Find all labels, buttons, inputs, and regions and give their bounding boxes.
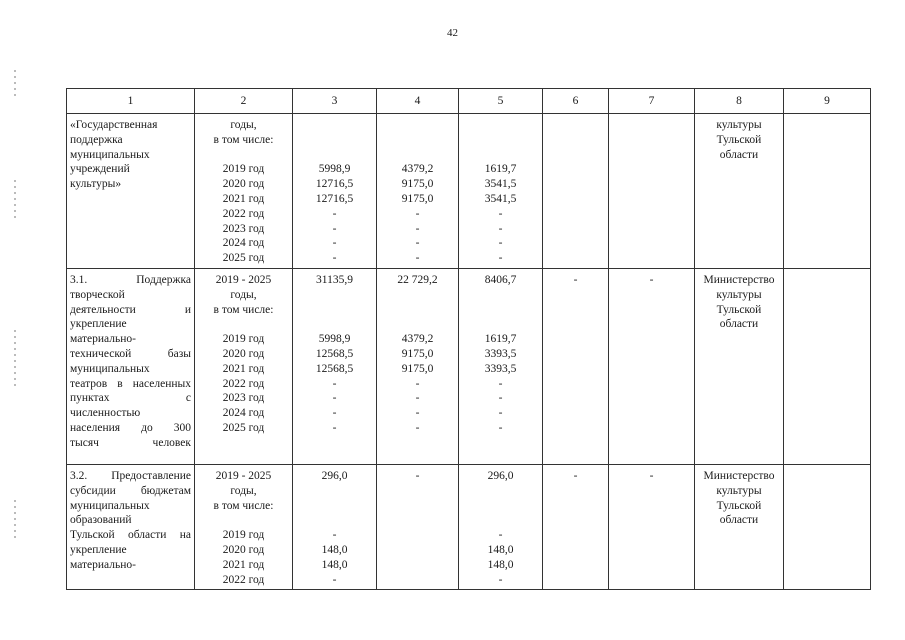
federal-budget-cell-line: 3393,5: [484, 362, 517, 375]
header-cell-7: 7: [609, 89, 695, 114]
header-cell-5: 5: [459, 89, 543, 114]
federal-budget-cell-line: 296,0: [487, 469, 514, 482]
regional-budget-cell-line: [380, 573, 455, 588]
total-cell-line: 148,0: [321, 558, 348, 571]
period-cell-line: в том числе:: [213, 499, 274, 512]
total-cell-line: -: [332, 407, 337, 420]
activity-name-line: муниципальных: [70, 499, 150, 512]
activity-name-line: укрепление: [70, 543, 127, 556]
regional-budget-cell-line: [380, 528, 455, 543]
margin-mark: [14, 500, 16, 540]
activity-name: [67, 268, 195, 464]
period-cell-line: годы,: [230, 119, 257, 131]
responsible-executor-cell-line: культуры: [716, 484, 762, 497]
responsible-executor-cell-line: культуры: [716, 119, 762, 131]
activity-name-line: материально-: [70, 558, 136, 571]
period-cell-line: [198, 317, 289, 332]
regional-budget-cell-line: [380, 543, 455, 558]
federal-budget-cell-line: -: [498, 421, 503, 434]
period-cell: [195, 114, 293, 269]
total-cell-line: -: [332, 207, 337, 220]
table-row: [67, 464, 871, 589]
regional-budget-cell-line: 9175,0: [401, 192, 434, 205]
header-cell-3: 3: [293, 89, 377, 114]
total-cell-line: 12716,5: [315, 178, 354, 191]
total-cell-line: 31135,9: [316, 273, 353, 286]
responsible-executor-cell-line: Тульской: [716, 303, 762, 316]
federal-budget-cell: [459, 464, 543, 589]
total-cell-line: -: [332, 222, 337, 235]
header-cell-6: 6: [543, 89, 609, 114]
responsible-executor-cell: [695, 464, 784, 589]
regional-budget-cell-line: -: [415, 407, 420, 420]
total-cell-line: 296,0: [321, 469, 348, 482]
federal-budget-cell-line: 1619,7: [484, 333, 517, 346]
regional-budget-cell-line: [380, 133, 455, 148]
total-cell: [293, 114, 377, 269]
federal-budget-cell: [459, 268, 543, 464]
period-cell-line: 2019 год: [222, 163, 265, 176]
period-cell-line: 2019 год: [222, 333, 265, 346]
federal-budget-cell-line: [462, 133, 539, 148]
regional-budget-cell: [377, 268, 459, 464]
period-cell-line: 2021 год: [222, 362, 265, 375]
activity-name: [67, 114, 195, 269]
federal-budget-cell-line: [462, 118, 539, 133]
total-cell-line: [296, 484, 373, 499]
col6-cell: -: [543, 464, 609, 589]
federal-budget-cell-line: 3541,5: [484, 178, 517, 191]
regional-budget-cell-line: -: [415, 222, 420, 235]
regional-budget-cell-line: -: [415, 421, 420, 434]
total-cell-line: [296, 303, 373, 318]
total-cell-line: -: [332, 421, 337, 434]
regional-budget-cell-line: -: [415, 207, 420, 220]
table-header-row: [67, 89, 871, 114]
activity-name-line: технической базы: [70, 347, 191, 360]
header-cell-4: 4: [377, 89, 459, 114]
period-cell-line: [198, 148, 289, 163]
federal-budget-cell-line: -: [498, 407, 503, 420]
total-cell-line: [296, 288, 373, 303]
activity-name: [67, 464, 195, 589]
responsible-executor-cell-line: Министерство: [703, 273, 775, 286]
activity-name-line: укрепление: [70, 318, 127, 331]
activity-name-line: деятельности и: [70, 303, 191, 316]
activity-name-line: 3.2. Предоставление: [70, 469, 191, 482]
federal-budget-cell-line: -: [498, 573, 503, 586]
period-cell-line: в том числе:: [213, 303, 274, 316]
regional-budget-cell-line: 4379,2: [401, 163, 434, 176]
total-cell-line: -: [332, 392, 337, 405]
federal-budget-cell-line: [462, 317, 539, 332]
col9-cell: [784, 464, 871, 589]
total-cell-line: -: [332, 252, 337, 265]
activity-name-line: «Государственная: [70, 119, 158, 131]
header-cell-1: 1: [67, 89, 195, 114]
regional-budget-cell-line: -: [415, 252, 420, 265]
activity-name-line: пунктах с: [70, 392, 191, 405]
activity-name-line: образований: [70, 514, 132, 527]
federal-budget-cell-line: -: [498, 529, 503, 542]
period-cell-line: 2025 год: [222, 252, 265, 265]
total-cell-line: 5998,9: [318, 163, 351, 176]
period-cell-line: 2021 год: [222, 558, 265, 571]
period-cell: [195, 464, 293, 589]
federal-budget-cell-line: 148,0: [487, 558, 514, 571]
federal-budget-cell-line: 8406,7: [484, 273, 517, 286]
regional-budget-cell-line: -: [415, 469, 420, 482]
header-cell-2: 2: [195, 89, 293, 114]
activity-name-line: муниципальных: [70, 362, 150, 375]
period-cell-line: 2022 год: [222, 207, 265, 220]
total-cell-line: 12568,5: [315, 362, 354, 375]
period-cell-line: 2025 год: [222, 421, 265, 434]
federal-budget-cell-line: -: [498, 237, 503, 250]
program-table: [66, 88, 871, 590]
regional-budget-cell-line: [380, 288, 455, 303]
federal-budget-cell-line: [462, 303, 539, 318]
regional-budget-cell-line: -: [415, 377, 420, 390]
total-cell-line: [296, 148, 373, 163]
responsible-executor-cell-line: области: [719, 514, 759, 527]
period-cell-line: 2023 год: [222, 222, 265, 235]
period-cell-line: годы,: [230, 288, 257, 301]
total-cell-line: [296, 118, 373, 133]
period-cell-line: 2023 год: [222, 392, 265, 405]
activity-name-line: 3.1. Поддержка: [70, 273, 191, 286]
regional-budget-cell-line: 9175,0: [401, 347, 434, 360]
activity-name-line: муниципальных: [70, 148, 150, 161]
total-cell: [293, 268, 377, 464]
total-cell-line: [296, 499, 373, 514]
regional-budget-cell-line: 9175,0: [401, 178, 434, 191]
period-cell: [195, 268, 293, 464]
activity-name-line: поддержка: [70, 133, 123, 146]
total-cell-line: -: [332, 529, 337, 542]
period-cell-line: [198, 513, 289, 528]
regional-budget-cell-line: [380, 484, 455, 499]
period-cell-line: 2024 год: [222, 237, 265, 250]
activity-name-line: творческой: [70, 288, 125, 301]
total-cell-line: [296, 513, 373, 528]
regional-budget-cell: [377, 114, 459, 269]
regional-budget-cell-line: [380, 118, 455, 133]
regional-budget-cell: [377, 464, 459, 589]
responsible-executor-cell-line: Министерство: [703, 469, 775, 482]
regional-budget-cell-line: [380, 148, 455, 163]
total-cell-line: [296, 317, 373, 332]
responsible-executor-cell-line: Тульской: [716, 133, 762, 146]
responsible-executor-cell-line: области: [719, 148, 759, 161]
total-cell: [293, 464, 377, 589]
federal-budget-cell-line: 3393,5: [484, 347, 517, 360]
period-cell-line: 2020 год: [222, 347, 265, 360]
responsible-executor-cell: [695, 114, 784, 269]
total-cell-line: -: [332, 237, 337, 250]
period-cell-line: 2019 год: [222, 529, 265, 542]
col9-cell: [784, 268, 871, 464]
col7-cell: -: [609, 268, 695, 464]
col6-cell: [543, 114, 609, 269]
activity-name-line: культуры»: [70, 178, 122, 191]
activity-name-line: театров в населенных: [70, 377, 191, 390]
federal-budget-cell-line: [462, 513, 539, 528]
period-cell-line: годы,: [230, 484, 257, 497]
regional-budget-cell-line: -: [415, 237, 420, 250]
federal-budget-cell-line: -: [498, 252, 503, 265]
responsible-executor-cell-line: Тульской: [716, 499, 762, 512]
federal-budget-cell-line: -: [498, 222, 503, 235]
federal-budget-cell-line: [462, 148, 539, 163]
activity-name-line: субсидии бюджетам: [70, 484, 191, 497]
regional-budget-cell-line: [380, 303, 455, 318]
period-cell-line: 2024 год: [222, 407, 265, 420]
col7-cell: -: [609, 464, 695, 589]
regional-budget-cell-line: -: [415, 392, 420, 405]
margin-mark: [14, 330, 16, 390]
federal-budget-cell-line: 148,0: [487, 543, 514, 556]
regional-budget-cell-line: 4379,2: [401, 333, 434, 346]
responsible-executor-cell: [695, 268, 784, 464]
federal-budget-cell-line: -: [498, 392, 503, 405]
activity-name-line: численностью: [70, 407, 141, 420]
total-cell-line: [296, 133, 373, 148]
total-cell-line: 148,0: [321, 543, 348, 556]
col9-cell: [784, 114, 871, 269]
regional-budget-cell-line: [380, 499, 455, 514]
regional-budget-cell-line: [380, 558, 455, 573]
total-cell-line: 12716,5: [315, 192, 354, 205]
page-number: 42: [447, 27, 458, 39]
total-cell-line: 5998,9: [318, 333, 351, 346]
period-cell-line: 2020 год: [222, 178, 265, 191]
activity-name-line: материально-: [70, 333, 136, 346]
federal-budget-cell-line: [462, 288, 539, 303]
col6-cell: -: [543, 268, 609, 464]
regional-budget-cell-line: 9175,0: [401, 362, 434, 375]
activity-name-line: учреждений: [70, 163, 130, 176]
activity-name-line: Тульской области на: [70, 529, 191, 542]
responsible-executor-cell-line: культуры: [716, 288, 762, 301]
period-cell-line: 2021 год: [222, 192, 265, 205]
federal-budget-cell-line: 1619,7: [484, 163, 517, 176]
federal-budget-cell-line: 3541,5: [484, 192, 517, 205]
period-cell-line: 2019 - 2025: [215, 273, 272, 286]
activity-name-line: населения до 300: [70, 421, 191, 434]
total-cell-line: -: [332, 573, 337, 586]
period-cell-line: в том числе:: [213, 133, 274, 146]
table-row: [67, 114, 871, 269]
federal-budget-cell-line: -: [498, 207, 503, 220]
regional-budget-cell-line: 22 729,2: [397, 273, 438, 286]
table-row: [67, 268, 871, 464]
period-cell-line: 2019 - 2025: [215, 469, 272, 482]
margin-mark: [14, 180, 16, 220]
total-cell-line: 12568,5: [315, 347, 354, 360]
regional-budget-cell-line: [380, 513, 455, 528]
total-cell-line: -: [332, 377, 337, 390]
period-cell-line: 2020 год: [222, 543, 265, 556]
regional-budget-cell-line: [380, 317, 455, 332]
period-cell-line: 2022 год: [222, 573, 265, 586]
responsible-executor-cell-line: области: [719, 318, 759, 331]
col7-cell: [609, 114, 695, 269]
margin-mark: [14, 70, 16, 100]
federal-budget-cell-line: [462, 484, 539, 499]
federal-budget-cell-line: [462, 499, 539, 514]
activity-name-line: тысяч человек: [70, 436, 191, 449]
federal-budget-cell: [459, 114, 543, 269]
header-cell-9: 9: [784, 89, 871, 114]
header-cell-8: 8: [695, 89, 784, 114]
federal-budget-cell-line: -: [498, 377, 503, 390]
period-cell-line: 2022 год: [222, 377, 265, 390]
